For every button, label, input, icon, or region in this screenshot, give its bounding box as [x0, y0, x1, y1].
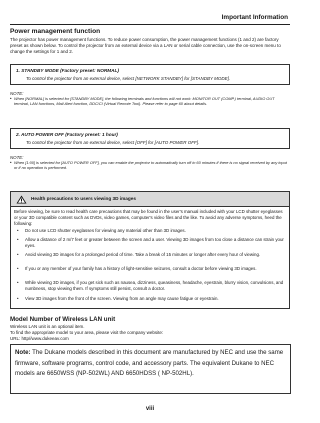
health-item: Avoid viewing 3D images for a prolonged period of time. Take a break of 15 minutes or longer after every hour of viewing.: [25, 252, 261, 257]
health-bullet: •: [17, 228, 19, 233]
note-text-1: When [NORMAL] is selected for [STANDBY MODE], the following terminals and functions will not work: MONITOR OUT (COMP.) terminal, AUDIO OUT terminal, LAN functions, Mail Alert function, DDC/CI (Virtual Remote Tool). Please refer to page 60 about details.: [14, 96, 275, 107]
dukane-note-box: [10, 344, 291, 394]
header-divider: [10, 24, 290, 25]
health-precautions-intro: Before viewing, be sure to read health care precautions that may be found in the user's manual included with your LCD shutter eyeglasses or your 3D compatible content such as DVDs, video games, computer's video files and the like. To avoid any adverse symptoms, heed the following:: [14, 209, 283, 227]
wireless-lan-line: To find the appropriate model to your area, please visit the company website:: [10, 330, 164, 335]
section-header-title: Important Information: [221, 14, 288, 21]
health-bullet: •: [17, 296, 19, 301]
health-bullet: •: [17, 280, 19, 285]
warning-triangle-icon: [16, 195, 27, 204]
note-label-2: NOTE:: [10, 155, 24, 160]
power-management-intro: The projector has power management functions. To reduce power consumption, the power management functions (1 and 2) are factory preset as shown below. To control the projector from an external device via a LAN or serial cable connection, use the on-screen menu to change the settings for 1 and 2.: [10, 37, 281, 55]
power-management-heading: Power management function: [10, 28, 101, 35]
auto-power-off-title: 2. AUTO POWER OFF (Factory preset: 1 hour): [16, 132, 118, 137]
auto-power-off-text: To control the projector from an external device, select [OFF] for [AUTO POWER OFF].: [26, 140, 200, 145]
standby-mode-title: 1. STANDBY MODE (Factory preset: NORMAL): [16, 68, 119, 73]
note-text-2: When [1:00] is selected for [AUTO POWER OFF], you can enable the projector to automatically turn off in 60 minutes if there is no signal received by any input or if no operation is performed.: [14, 160, 287, 171]
dukane-note-text: The Dukane models described in this document are manufactured by NEC and use the same firmware, software programs, control code, and accessory parts. The equivalent Dukane to NEC models are 6650WSS (NP-502WL) AND 6650HDSS ( NP-502HL).: [15, 349, 284, 378]
health-precautions-title: Health precautions to users viewing 3D images: [31, 196, 136, 201]
note-label-1: NOTE:: [10, 91, 24, 96]
auto-power-off-box: [10, 128, 290, 149]
health-bullet: •: [17, 237, 19, 242]
health-precautions-box: [10, 191, 290, 309]
standby-mode-text: To control the projector from an external device, select [NETWORK STANDBY] for [STANDBY MODE].: [26, 76, 231, 81]
health-item: If you or any member of your family has a history of light-sensitive seizures, consult a doctor before viewing 3D images.: [25, 266, 257, 271]
health-item: While viewing 3D images, if you get sick such as nausea, dizziness, queasiness, headache, eyestrain, blurry vision, convulsions, and numbness, stop viewing them. If symptoms still persist, consult a doctor.: [25, 280, 284, 292]
health-item: Do not use LCD shutter eyeglasses for viewing any material other than 3D images.: [25, 228, 186, 233]
note-bullet-1: •: [10, 96, 12, 101]
dukane-note-paragraph: [15, 348, 285, 380]
health-precautions-header: [11, 192, 289, 207]
health-bullet: •: [17, 266, 19, 271]
wireless-lan-url: URL: http//www.dukeeav.com: [10, 336, 69, 341]
page-number: viii: [145, 406, 155, 412]
standby-mode-box: [10, 64, 290, 85]
health-item: Allow a distance of 2 m/7 feet or greater between the screen and a user. Viewing 3D images from too close a distance can strain your eyes.: [25, 237, 284, 249]
note-bullet-2: •: [10, 160, 12, 165]
health-item: View 3D images from the front of the screen. Viewing from an angle may cause fatigue or eyestrain.: [25, 296, 219, 301]
wireless-lan-heading: Model Number of Wireless LAN unit: [10, 316, 116, 323]
health-bullet: •: [17, 252, 19, 257]
dukane-note-label: Note:: [15, 349, 31, 356]
wireless-lan-line: Wireless LAN unit is an optional item.: [10, 324, 85, 329]
